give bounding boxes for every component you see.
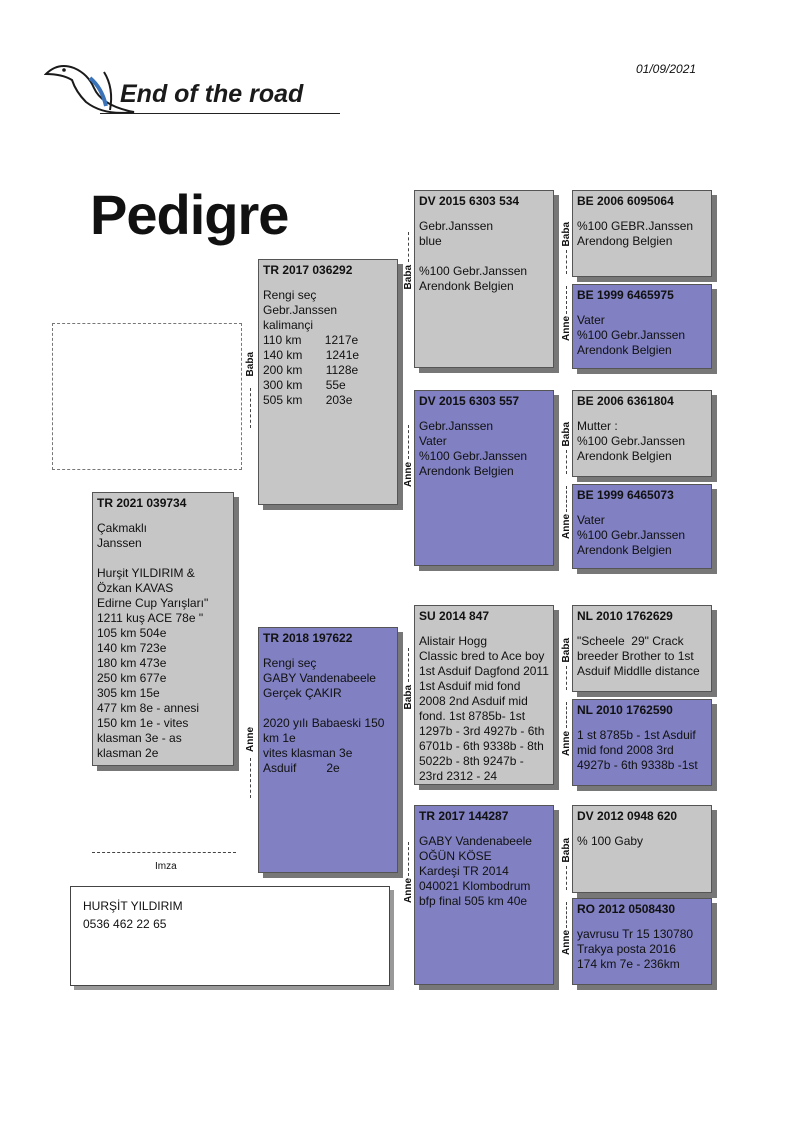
- page-title: Pedigre: [90, 183, 289, 246]
- sire-sire-label: Baba: [403, 265, 414, 290]
- dam-sire-label: Baba: [403, 685, 414, 710]
- ggp1-connector: [566, 250, 567, 274]
- dam-dam-details: GABY Vandenabeele OĞÜN KÖSE Kardeşi TR 2014 040021 Klombodrum bfp final 505 km 40e: [419, 834, 532, 908]
- ggp7-details: % 100 Gaby: [577, 834, 644, 848]
- ggp7-card: [572, 805, 712, 893]
- signature-line: [92, 852, 236, 853]
- dam-dam-label: Anne: [403, 878, 414, 903]
- ggp1-ring-number: BE 2006 6095064: [577, 194, 674, 208]
- owner-phone: 0536 462 22 65: [83, 917, 167, 931]
- sire-sire-connector: [408, 232, 409, 262]
- ggp6-card: [572, 699, 712, 786]
- sire-connector: [250, 388, 251, 428]
- ggp4-card: [572, 484, 712, 569]
- ggp2-card: [572, 284, 712, 369]
- ggp4-ring-number: BE 1999 6465073: [577, 488, 674, 502]
- ggp5-ring-number: NL 2010 1762629: [577, 609, 673, 623]
- ggp7-label: Baba: [561, 838, 572, 863]
- sire-dam-label: Anne: [403, 462, 414, 487]
- ggp6-connector: [566, 702, 567, 728]
- ggp1-label: Baba: [561, 222, 572, 247]
- ggp7-connector: [566, 866, 567, 890]
- subject-details: Çakmaklı Janssen Hurşit YILDIRIM & Özkan KAVAS Edirne Cup Yarışları" 1211 kuş ACE 78e " 105 km 504e 140 km 723e 180 km 473e 250 km 677e 305 km 15e 477 km 8e - annesi 150 km 1e - vites klasman 3e - as klasman 2e: [97, 521, 209, 760]
- logo-text: End of the road: [120, 80, 304, 108]
- sire-dam-details: Gebr.Janssen Vater %100 Gebr.Janssen Arendonk Belgien: [419, 419, 528, 478]
- owner-name: HURŞİT YILDIRIM: [83, 899, 183, 913]
- ggp4-label: Anne: [561, 514, 572, 539]
- print-date: 01/09/2021: [636, 62, 697, 76]
- ggp8-connector: [566, 902, 567, 928]
- ggp3-details: Mutter : %100 Gebr.Janssen Arendonk Belgien: [577, 419, 686, 463]
- ggp4-connector: [566, 486, 567, 512]
- ggp4-details: Vater %100 Gebr.Janssen Arendonk Belgien: [577, 513, 686, 557]
- sire-sire-ring-number: DV 2015 6303 534: [419, 194, 520, 208]
- dam-sire-connector: [408, 648, 409, 682]
- ggp6-ring-number: NL 2010 1762590: [577, 703, 673, 717]
- photo-placeholder: [52, 323, 242, 470]
- ggp8-label: Anne: [561, 930, 572, 955]
- sire-details: Rengi seç Gebr.Janssen kalimançi 110 km 1217e 140 km 1241e 200 km 1128e 300 km 55e 505 km 203e: [263, 288, 360, 407]
- dam-sire-ring-number: SU 2014 847: [419, 609, 490, 623]
- subject-ring-number: TR 2021 039734: [97, 496, 187, 510]
- sire-dam-ring-number: DV 2015 6303 557: [419, 394, 520, 408]
- ggp2-ring-number: BE 1999 6465975: [577, 288, 674, 302]
- sire-sire-details: Gebr.Janssen blue %100 Gebr.Janssen Arendonk Belgien: [419, 219, 528, 293]
- sire-label: Baba: [245, 352, 256, 377]
- ggp2-label: Anne: [561, 316, 572, 341]
- ggp3-ring-number: BE 2006 6361804: [577, 394, 674, 408]
- dam-ring-number: TR 2018 197622: [263, 631, 353, 645]
- ggp5-connector: [566, 666, 567, 690]
- dam-connector: [250, 758, 251, 798]
- ggp5-card: [572, 605, 712, 692]
- dam-details: Rengi seç GABY Vandenabeele Gerçek ÇAKIR 2020 yılı Babaeski 150 km 1e vites klasman 3e Asduif 2e: [263, 656, 385, 775]
- dam-dam-connector: [408, 842, 409, 876]
- sire-ring-number: TR 2017 036292: [263, 263, 353, 277]
- ggp8-details: yavrusu Tr 15 130780 Trakya posta 2016 174 km 7e - 236km: [577, 927, 694, 971]
- sire-card: [258, 259, 398, 505]
- dam-dam-ring-number: TR 2017 144287: [419, 809, 509, 823]
- signature-label: Imza: [155, 861, 177, 872]
- ggp7-ring-number: DV 2012 0948 620: [577, 809, 678, 823]
- ggp3-connector: [566, 450, 567, 474]
- subject-card: [92, 492, 234, 766]
- ggp8-card: [572, 898, 712, 985]
- ggp3-card: [572, 390, 712, 477]
- sire-dam-card: [414, 390, 554, 566]
- ggp5-label: Baba: [561, 638, 572, 663]
- logo-underline: [100, 113, 340, 114]
- ggp6-label: Anne: [561, 731, 572, 756]
- dam-card: [258, 627, 398, 873]
- dam-label: Anne: [245, 727, 256, 752]
- ggp6-details: 1 st 8785b - 1st Asduif mid fond 2008 3rd 4927b - 6th 9338b -1st: [577, 728, 700, 772]
- owner-box: [70, 886, 390, 986]
- dam-dam-card: [414, 805, 554, 985]
- ggp2-connector: [566, 286, 567, 314]
- ggp1-card: [572, 190, 712, 277]
- ggp5-details: "Scheele 29" Crack breeder Brother to 1st Asduif Middlle distance: [577, 634, 700, 678]
- ggp3-label: Baba: [561, 422, 572, 447]
- ggp1-details: %100 GEBR.Janssen Arendong Belgien: [577, 219, 694, 248]
- dam-sire-details: Alistair Hogg Classic bred to Ace boy 1st Asduif Dagfond 2011 1st Asduif mid fond 2008 2nd Asduif mid fond. 1st 8785b- 1st 1297b - 3rd 4927b - 6th 6701b - 6th 9338b - 8th 5022b - 8th 9247b - 23rd 2312 - 24: [419, 634, 549, 783]
- sire-sire-card: [414, 190, 554, 368]
- ggp2-details: Vater %100 Gebr.Janssen Arendonk Belgien: [577, 313, 686, 357]
- dam-sire-card: [414, 605, 554, 785]
- sire-dam-connector: [408, 425, 409, 459]
- ggp8-ring-number: RO 2012 0508430: [577, 902, 676, 916]
